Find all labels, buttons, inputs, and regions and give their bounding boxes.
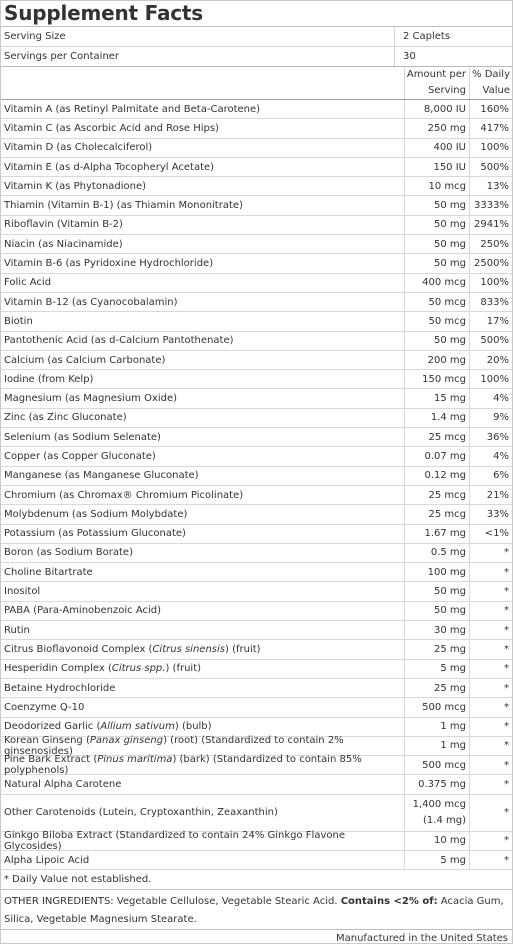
header-dv-line2: Value xyxy=(482,85,510,96)
other-ingredients-contains: Contains <2% of: xyxy=(340,896,438,908)
servings-per-container-row xyxy=(1,47,512,66)
nutrient-name: Other Carotenoids (Lutein, Cryptoxanthin, Zeaxanthin) xyxy=(1,795,405,831)
table-row xyxy=(1,235,512,254)
table-row xyxy=(1,679,512,698)
nutrient-amount-line1: 1,400 mcg xyxy=(412,798,466,810)
nutrient-daily-value: * xyxy=(504,682,509,694)
nutrient-name xyxy=(1,754,405,777)
table-row xyxy=(1,525,512,544)
nutrient-amount: 200 mg xyxy=(405,351,470,369)
table-row xyxy=(1,196,512,215)
table-row xyxy=(1,851,512,870)
nutrient-name: Pantothenic Acid (as d-Calcium Pantothenate) xyxy=(1,332,405,350)
botanical-name: Citrus spp. xyxy=(111,663,166,675)
nutrient-amount: 100 mg xyxy=(405,563,470,581)
nutrient-daily-value: 250% xyxy=(480,238,509,250)
nutrient-amount: 25 mg xyxy=(405,640,470,658)
nutrient-amount-line2: (1.4 mg) xyxy=(423,814,466,826)
nutrient-amount: 1 mg xyxy=(405,737,470,755)
nutrient-amount: 1.67 mg xyxy=(405,525,470,543)
header-amount-line2: Serving xyxy=(428,85,466,96)
table-row xyxy=(1,332,512,351)
nutrient-name: Potassium (as Potassium Gluconate) xyxy=(1,525,405,543)
nutrient-name: Iodine (from Kelp) xyxy=(1,370,405,388)
nutrient-name: Calcium (as Calcium Carbonate) xyxy=(1,351,405,369)
nutrient-name: Folic Acid xyxy=(1,274,405,292)
nutrient-name: Vitamin B-12 (as Cyanocobalamin) xyxy=(1,293,405,311)
nutrient-amount: 25 mcg xyxy=(405,505,470,523)
nutrient-daily-value: 500% xyxy=(480,161,509,173)
nutrient-name-part: ) (bulb) xyxy=(174,721,212,733)
nutrient-daily-value: 500% xyxy=(480,335,509,347)
nutrient-daily-value: * xyxy=(504,643,509,655)
nutrient-name: Vitamin E (as d-Alpha Tocopheryl Acetate) xyxy=(1,158,405,176)
botanical-name: Citrus sinensis xyxy=(152,643,225,655)
nutrient-amount: 400 mcg xyxy=(405,274,470,292)
serving-size-row xyxy=(1,27,512,47)
table-row xyxy=(1,274,512,293)
other-ingredients-list: Acacia Gum, Silica, Vegetable Magnesium Stearate. xyxy=(4,896,504,926)
nutrient-amount: 10 mcg xyxy=(405,177,470,195)
nutrient-daily-value: 100% xyxy=(480,142,509,154)
table-row xyxy=(1,486,512,505)
nutrient-name-part: ) (fruit) xyxy=(165,663,202,675)
nutrient-daily-value: 36% xyxy=(486,431,509,443)
table-row xyxy=(1,177,512,196)
nutrient-daily-value: * xyxy=(504,835,509,847)
nutrient-name: Selenium (as Sodium Selenate) xyxy=(1,428,405,446)
nutrient-amount: 50 mg xyxy=(405,254,470,272)
nutrient-amount: 50 mg xyxy=(405,332,470,350)
table-row xyxy=(1,602,512,621)
nutrient-name-part: ) (fruit) xyxy=(225,643,261,655)
table-row xyxy=(1,718,512,737)
nutrient-name-part: ) (root) (Standardized to contain 2% ginsenosides) xyxy=(4,734,344,757)
nutrient-daily-value: <1% xyxy=(484,528,509,540)
table-row xyxy=(1,312,512,331)
nutrient-name-part: Pine Bark Extract ( xyxy=(4,754,98,766)
nutrient-name: Manganese (as Manganese Gluconate) xyxy=(1,467,405,485)
table-row xyxy=(1,447,512,466)
nutrient-name: Molybdenum (as Sodium Molybdate) xyxy=(1,505,405,523)
nutrient-daily-value: 21% xyxy=(486,489,509,501)
nutrient-name: Choline Bitartrate xyxy=(1,563,405,581)
nutrient-daily-value: * xyxy=(504,807,509,819)
nutrient-name-part: Hesperidin Complex ( xyxy=(4,663,112,675)
nutrient-amount: 8,000 IU xyxy=(405,100,470,118)
nutrient-amount: 1.4 mg xyxy=(405,409,470,427)
table-row xyxy=(1,621,512,640)
nutrient-amount: 500 mcg xyxy=(405,698,470,716)
header-name-cell xyxy=(1,67,405,99)
nutrient-amount: 0.375 mg xyxy=(405,775,470,793)
nutrient-name-part: Korean Ginseng ( xyxy=(4,734,90,746)
header-amount xyxy=(405,67,470,99)
nutrient-daily-value: 833% xyxy=(480,296,509,308)
nutrient-daily-value: * xyxy=(504,779,509,791)
nutrient-daily-value: 9% xyxy=(493,412,509,424)
nutrient-name: Magnesium (as Magnesium Oxide) xyxy=(1,389,405,407)
nutrient-table xyxy=(1,100,512,870)
nutrient-daily-value: * xyxy=(504,566,509,578)
nutrient-amount: 5 mg xyxy=(405,660,470,678)
nutrient-amount: 25 mcg xyxy=(405,428,470,446)
nutrient-daily-value: 2500% xyxy=(474,258,509,270)
table-row xyxy=(1,254,512,273)
nutrient-name-part: Citrus Bioflavonoid Complex ( xyxy=(4,643,153,655)
botanical-name: Pinus maritima xyxy=(97,754,173,766)
nutrient-daily-value: 33% xyxy=(486,508,509,520)
servings-per-container-label: Servings per Container xyxy=(1,47,395,66)
nutrient-amount: 50 mcg xyxy=(405,293,470,311)
nutrient-name-part: ) (bark) (Standardized to contain 85% polyphenols) xyxy=(4,754,362,777)
nutrient-amount: 50 mg xyxy=(405,582,470,600)
nutrient-amount xyxy=(405,795,470,831)
nutrient-amount: 10 mg xyxy=(405,832,470,850)
nutrient-daily-value: 417% xyxy=(480,122,509,134)
table-row xyxy=(1,293,512,312)
nutrient-name: Vitamin K (as Phytonadione) xyxy=(1,177,405,195)
nutrient-name: Ginkgo Biloba Extract (Standardized to contain 24% Ginkgo Flavone Glycosides) xyxy=(1,832,405,850)
manufactured-note: Manufactured in the United States xyxy=(335,933,508,945)
nutrient-daily-value: 100% xyxy=(480,277,509,289)
nutrient-name: Zinc (as Zinc Gluconate) xyxy=(1,409,405,427)
nutrient-amount: 5 mg xyxy=(405,851,470,869)
nutrient-name xyxy=(1,640,405,658)
footnote: * Daily Value not established. xyxy=(1,870,512,890)
serving-size-value: 2 Caplets xyxy=(403,31,451,42)
nutrient-amount: 0.5 mg xyxy=(405,544,470,562)
nutrient-amount: 400 IU xyxy=(405,139,470,157)
nutrient-daily-value: * xyxy=(504,854,509,866)
table-row xyxy=(1,756,512,775)
serving-size-label: Serving Size xyxy=(1,27,395,46)
table-row xyxy=(1,216,512,235)
nutrient-name: Alpha Lipoic Acid xyxy=(1,851,405,869)
nutrient-name xyxy=(1,734,405,757)
nutrient-daily-value: 160% xyxy=(480,103,509,115)
nutrient-amount: 50 mg xyxy=(405,216,470,234)
nutrient-amount: 0.07 mg xyxy=(405,447,470,465)
nutrient-amount: 50 mg xyxy=(405,196,470,214)
nutrient-amount: 150 mcg xyxy=(405,370,470,388)
nutrient-name: Riboflavin (Vitamin B-2) xyxy=(1,216,405,234)
nutrient-daily-value: * xyxy=(504,663,509,675)
nutrient-daily-value: 13% xyxy=(486,180,509,192)
table-row xyxy=(1,563,512,582)
nutrient-name: Vitamin B-6 (as Pyridoxine Hydrochloride) xyxy=(1,254,405,272)
nutrient-amount: 25 mg xyxy=(405,679,470,697)
table-row xyxy=(1,775,512,794)
table-row xyxy=(1,119,512,138)
nutrient-daily-value: 3333% xyxy=(474,200,509,212)
nutrient-name: Betaine Hydrochloride xyxy=(1,679,405,697)
table-row xyxy=(1,698,512,717)
nutrient-amount: 0.12 mg xyxy=(405,467,470,485)
nutrient-name: Vitamin C (as Ascorbic Acid and Rose Hips) xyxy=(1,119,405,137)
nutrient-name: Rutin xyxy=(1,621,405,639)
nutrient-daily-value: 20% xyxy=(486,354,509,366)
table-row xyxy=(1,467,512,486)
nutrient-daily-value: * xyxy=(504,624,509,636)
nutrient-amount: 250 mg xyxy=(405,119,470,137)
botanical-name: Panax ginseng xyxy=(89,734,164,746)
table-row xyxy=(1,795,512,832)
nutrient-name: Natural Alpha Carotene xyxy=(1,775,405,793)
nutrient-daily-value: * xyxy=(504,701,509,713)
nutrient-daily-value: 17% xyxy=(486,315,509,327)
nutrient-amount: 15 mg xyxy=(405,389,470,407)
nutrient-amount: 50 mg xyxy=(405,235,470,253)
nutrient-daily-value: * xyxy=(504,759,509,771)
nutrient-amount: 500 mcg xyxy=(405,756,470,774)
table-row xyxy=(1,409,512,428)
nutrient-name: PABA (Para-Aminobenzoic Acid) xyxy=(1,602,405,620)
nutrient-amount: 1 mg xyxy=(405,718,470,736)
nutrient-daily-value: 4% xyxy=(493,393,509,405)
table-row xyxy=(1,428,512,447)
nutrient-daily-value: * xyxy=(504,721,509,733)
table-row xyxy=(1,544,512,563)
nutrient-name: Coenzyme Q-10 xyxy=(1,698,405,716)
table-row xyxy=(1,139,512,158)
nutrient-name: Vitamin D (as Cholecalciferol) xyxy=(1,139,405,157)
nutrient-amount: 50 mg xyxy=(405,602,470,620)
table-row xyxy=(1,582,512,601)
nutrient-name: Vitamin A (as Retinyl Palmitate and Beta-Carotene) xyxy=(1,100,405,118)
header-amount-line1: Amount per xyxy=(406,69,466,80)
nutrient-amount: 50 mcg xyxy=(405,312,470,330)
nutrient-amount: 25 mcg xyxy=(405,486,470,504)
table-row xyxy=(1,158,512,177)
nutrient-name: Biotin xyxy=(1,312,405,330)
nutrient-daily-value: 6% xyxy=(493,470,509,482)
table-row xyxy=(1,389,512,408)
panel-title: Supplement Facts xyxy=(1,1,512,27)
nutrient-daily-value: * xyxy=(504,605,509,617)
servings-per-container-value: 30 xyxy=(403,51,416,62)
nutrient-name xyxy=(1,660,405,678)
header-daily-value xyxy=(470,67,512,99)
nutrient-daily-value: 100% xyxy=(480,373,509,385)
nutrient-daily-value: 2941% xyxy=(474,219,509,231)
nutrient-name: Copper (as Copper Gluconate) xyxy=(1,447,405,465)
nutrient-name-part: Deodorized Garlic ( xyxy=(4,721,101,733)
header-dv-line1: % Daily xyxy=(472,69,510,80)
nutrient-daily-value: * xyxy=(504,586,509,598)
nutrient-amount: 30 mg xyxy=(405,621,470,639)
nutrient-name: Niacin (as Niacinamide) xyxy=(1,235,405,253)
nutrient-daily-value: * xyxy=(504,547,509,559)
other-ingredients xyxy=(1,890,512,930)
nutrient-name: Inositol xyxy=(1,582,405,600)
nutrient-name xyxy=(1,718,405,736)
table-header xyxy=(1,66,512,100)
table-row xyxy=(1,829,512,852)
nutrient-name: Chromium (as Chromax® Chromium Picolinate) xyxy=(1,486,405,504)
nutrient-name: Thiamin (Vitamin B-1) (as Thiamin Mononitrate) xyxy=(1,196,405,214)
table-row xyxy=(1,640,512,659)
other-ingredients-text: OTHER INGREDIENTS: Vegetable Cellulose, Vegetable Stearic Acid. xyxy=(4,896,341,908)
table-row xyxy=(1,100,512,119)
table-row xyxy=(1,660,512,679)
table-row xyxy=(1,734,512,757)
table-row xyxy=(1,370,512,389)
nutrient-daily-value: * xyxy=(504,740,509,752)
nutrient-amount: 150 IU xyxy=(405,158,470,176)
nutrient-daily-value: 4% xyxy=(493,450,509,462)
table-row xyxy=(1,505,512,524)
botanical-name: Allium sativum xyxy=(100,721,175,733)
nutrient-name: Boron (as Sodium Borate) xyxy=(1,544,405,562)
table-row xyxy=(1,351,512,370)
